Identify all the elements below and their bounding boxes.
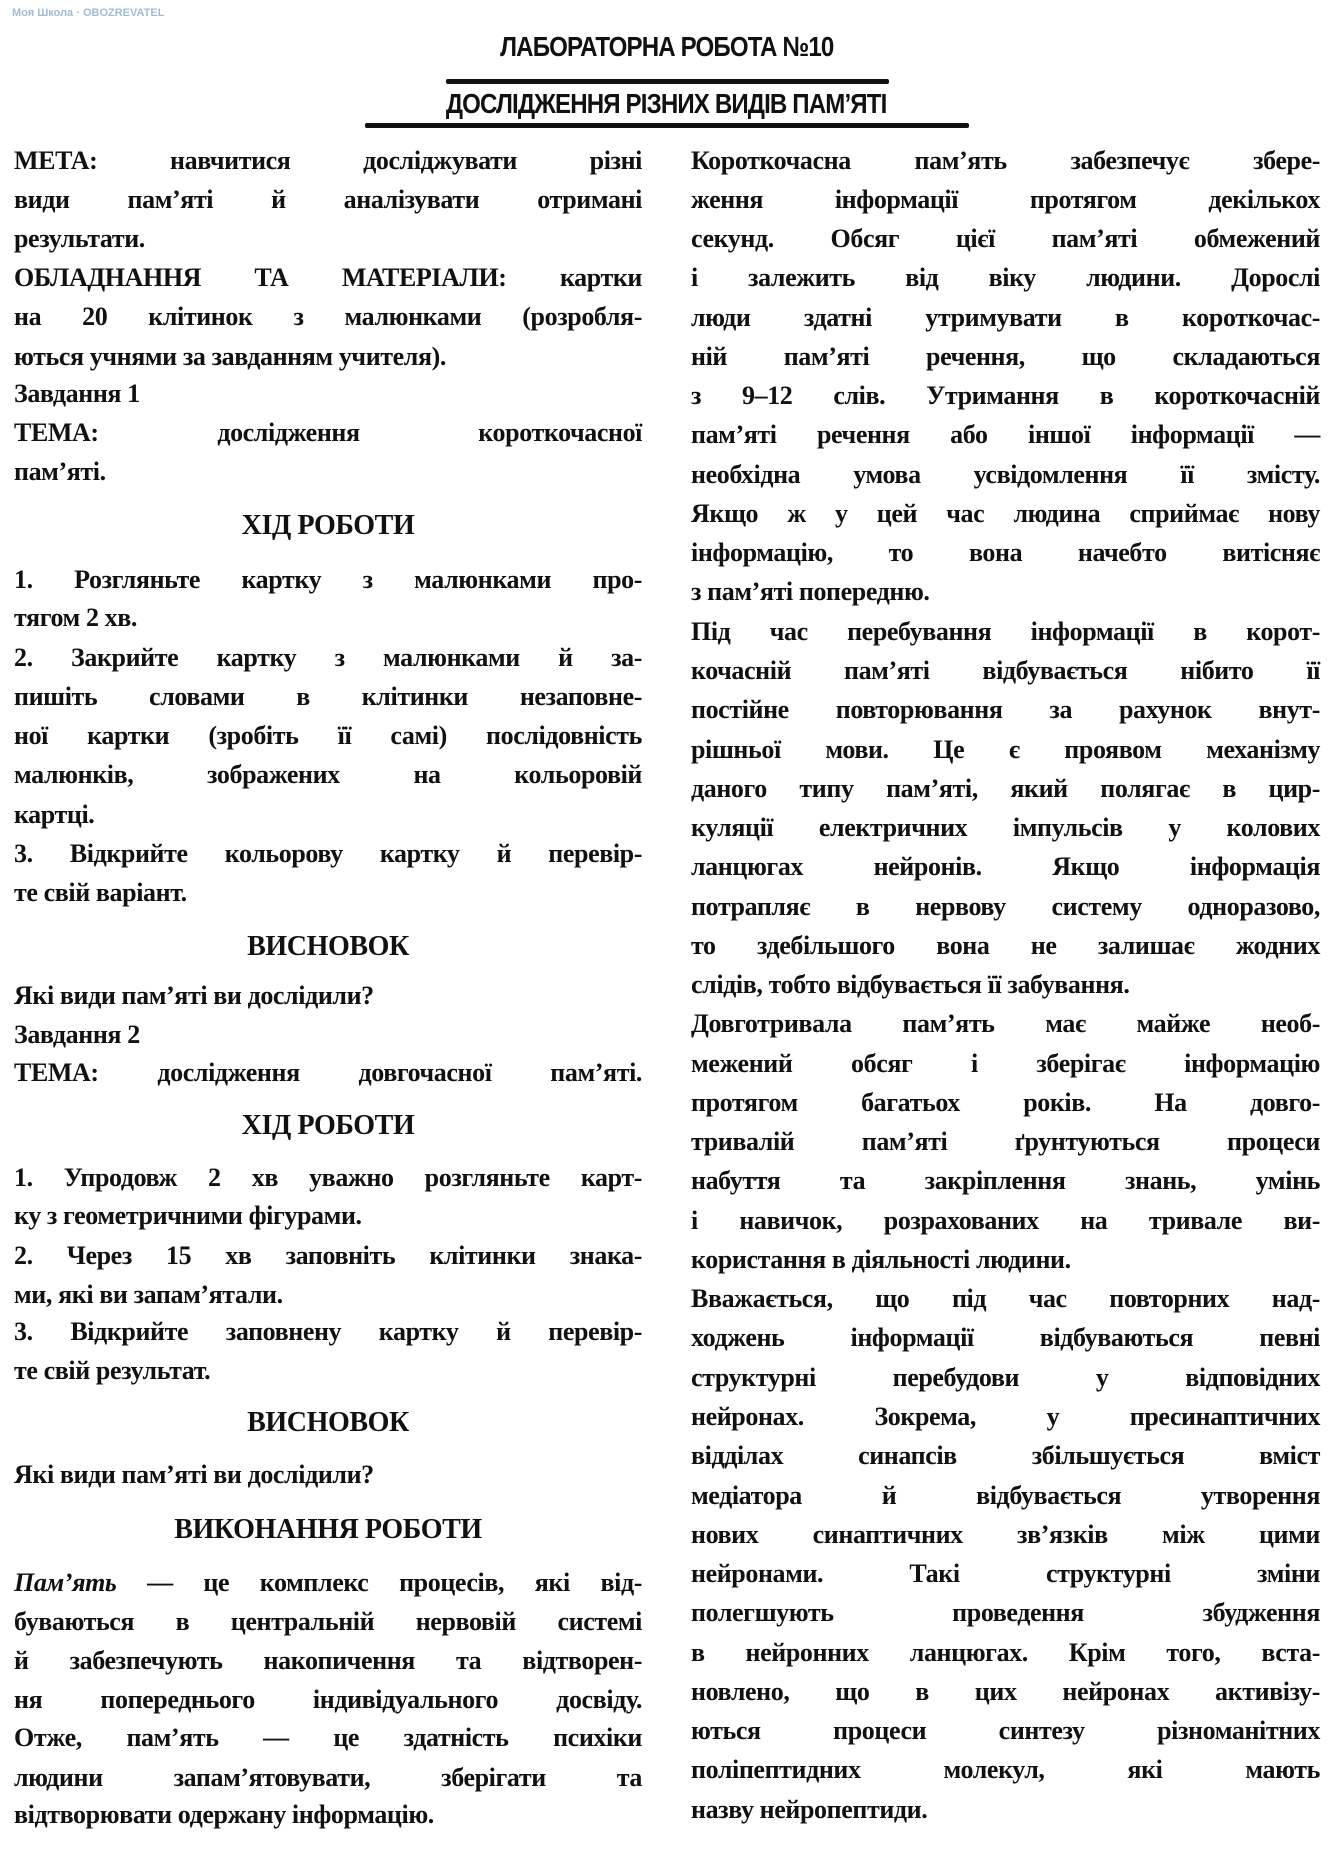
text-line: 3. Відкрийте кольорову картку й перевір-	[14, 839, 642, 868]
text-line: Під час перебування інформації в корот-	[691, 617, 1320, 646]
text-line: ходжень інформації відбуваються певні	[691, 1323, 1320, 1352]
text-line: те свій варіант.	[14, 878, 187, 907]
text-line: медіатора й відбувається утворення	[691, 1481, 1320, 1510]
section-heading: ВИКОНАННЯ РОБОТИ	[174, 1514, 482, 1545]
text-line: Завдання 1	[14, 379, 140, 408]
text-line: нейронами. Такі структурні зміни	[691, 1559, 1320, 1588]
text-line: ланцюгах нейронів. Якщо інформація	[691, 852, 1320, 881]
text-line: ній пам’яті речення, що складаються	[691, 342, 1320, 371]
text-line: необхідна умова усвідомлення її змісту.	[691, 460, 1320, 489]
text-line: відділах синапсів збільшується вміст	[691, 1441, 1320, 1470]
text-line: в нейронних ланцюгах. Крім того, вста-	[691, 1638, 1320, 1667]
text-line-rest: — це комплекс процесів, які від-	[116, 1568, 642, 1597]
text-line: Які види пам’яті ви дослідили?	[14, 1460, 374, 1489]
lab-title: ЛАБОРАТОРНА РОБОТА №10	[499, 31, 834, 62]
watermark: Моя Школа · OBOZREVATEL	[12, 7, 165, 19]
text-line: новлено, що в цих нейронах активізу-	[691, 1677, 1320, 1706]
text-line: види пам’яті й аналізувати отримані	[14, 185, 642, 214]
lab-subtitle: ДОСЛІДЖЕННЯ РІЗНИХ ВИДІВ ПАМ’ЯТІ	[446, 88, 887, 119]
text-line: ня попереднього індивідуального досвіду.	[14, 1685, 642, 1714]
text-line: ження інформації протягом декількох	[691, 185, 1320, 214]
section-heading: ВИСНОВОК	[247, 1407, 409, 1438]
text-line: МЕТА: навчитися досліджувати різні	[14, 146, 642, 175]
text-line: на 20 клітинок з малюнками (розробля-	[14, 302, 642, 331]
text-line: пам’яті речення або іншої інформації —	[691, 420, 1320, 449]
text-line: тягом 2 хв.	[14, 603, 138, 632]
section-heading: ВИСНОВОК	[247, 931, 409, 962]
text-line: Якщо ж у цей час людина сприймає нову	[691, 499, 1320, 528]
text-line: інформацію, то вона начебто витісняє	[691, 538, 1320, 567]
text-line: малюнків, зображених на кольоровій	[14, 760, 642, 789]
text-line: Отже, пам’ять — це здатність психіки	[14, 1723, 642, 1752]
text-line: 2. Через 15 хв заповніть клітинки знака-	[14, 1241, 642, 1270]
text-line: Короткочасна пам’ять забезпечує збере-	[691, 146, 1320, 175]
text-line	[14, 1565, 642, 1601]
text-line: буваються в центральній нервовій системі	[14, 1607, 642, 1636]
text-line: Вважається, що під час повторних над-	[691, 1284, 1320, 1313]
text-line: ку з геометричними фігурами.	[14, 1201, 362, 1230]
text-line: 1. Упродовж 2 хв уважно розгляньте карт-	[14, 1163, 642, 1192]
section-heading: ХІД РОБОТИ	[241, 510, 415, 541]
text-line: 2. Закрийте картку з малюнками й за-	[14, 643, 642, 672]
text-line: й забезпечують накопичення та відтворен-	[14, 1646, 642, 1675]
text-line: люди здатні утримувати в короткочас-	[691, 303, 1320, 332]
text-line: секунд. Обсяг цієї пам’яті обмежений	[691, 224, 1320, 253]
subtitle-underline	[365, 123, 969, 128]
text-line: людини запам’ятовувати, зберігати та	[14, 1763, 642, 1792]
text-line: пишіть словами в клітинки незаповне-	[14, 682, 642, 711]
text-line: кочасній пам’яті відбувається нібито її	[691, 656, 1320, 685]
text-line: ми, які ви запам’ятали.	[14, 1280, 283, 1309]
text-line: протягом багатьох років. На довго-	[691, 1088, 1320, 1117]
text-line: постійне повторювання за рахунок внут-	[691, 695, 1320, 724]
section-heading: ХІД РОБОТИ	[241, 1110, 415, 1141]
text-line: користання в діяльності людини.	[691, 1245, 1071, 1274]
text-line: те свій результат.	[14, 1356, 211, 1385]
text-line: Завдання 2	[14, 1020, 140, 1049]
text-line: слідів, тобто відбувається її забування.	[691, 970, 1130, 999]
text-line: 1. Розгляньте картку з малюнками про-	[14, 565, 642, 594]
text-line: нових синаптичних зв’язків між цими	[691, 1520, 1320, 1549]
text-line: поліпептидних молекул, які мають	[691, 1755, 1320, 1784]
text-line: даного типу пам’яті, який полягає в цир-	[691, 774, 1320, 803]
text-line: назву нейропептиди.	[691, 1795, 928, 1824]
text-line: 3. Відкрийте заповнену картку й перевір-	[14, 1317, 642, 1346]
text-line: картці.	[14, 800, 95, 829]
text-line: результати.	[14, 224, 145, 253]
text-line: межений обсяг і зберігає інформацію	[691, 1049, 1320, 1078]
text-line: відтворювати одержану інформацію.	[14, 1800, 434, 1829]
text-line: і навичок, розрахованих на тривале ви-	[691, 1206, 1320, 1235]
title-underline	[446, 79, 889, 84]
text-line: полегшують проведення збудження	[691, 1598, 1320, 1627]
text-line: з 9–12 слів. Утримання в короткочасній	[691, 381, 1320, 410]
text-line: то здебільшого вона не залишає жодних	[691, 931, 1320, 960]
text-line: ТЕМА: дослідження довгочасної пам’яті.	[14, 1058, 642, 1087]
text-line: набуття та закріплення знань, умінь	[691, 1166, 1320, 1195]
text-line: ються учнями за завданням учителя).	[14, 342, 446, 371]
text-line: тривалій пам’яті ґрунтуються процеси	[691, 1127, 1320, 1156]
term-emphasis: Пам’ять	[14, 1568, 117, 1597]
text-line: з пам’яті попередню.	[691, 577, 930, 606]
text-line: ються процеси синтезу різноманітних	[691, 1716, 1320, 1745]
text-line: куляції електричних імпульсів у колових	[691, 813, 1320, 842]
text-line: рішньої мови. Це є проявом механізму	[691, 735, 1320, 764]
text-line: пам’яті.	[14, 457, 106, 486]
text-line: Які види пам’яті ви дослідили?	[14, 981, 374, 1010]
text-line: ТЕМА: дослідження короткочасної	[14, 418, 642, 447]
text-line: і залежить від віку людини. Дорослі	[691, 263, 1320, 292]
text-line: потрапляє в нервову систему одноразово,	[691, 892, 1320, 921]
text-line: Довготривала пам’ять має майже необ-	[691, 1009, 1320, 1038]
text-line: нейронах. Зокрема, у пресинаптичних	[691, 1402, 1320, 1431]
text-line: структурні перебудови у відповідних	[691, 1363, 1320, 1392]
text-line: ної картки (зробіть її самі) послідовність	[14, 721, 642, 750]
text-line: ОБЛАДНАННЯ ТА МАТЕРІАЛИ: картки	[14, 263, 642, 292]
